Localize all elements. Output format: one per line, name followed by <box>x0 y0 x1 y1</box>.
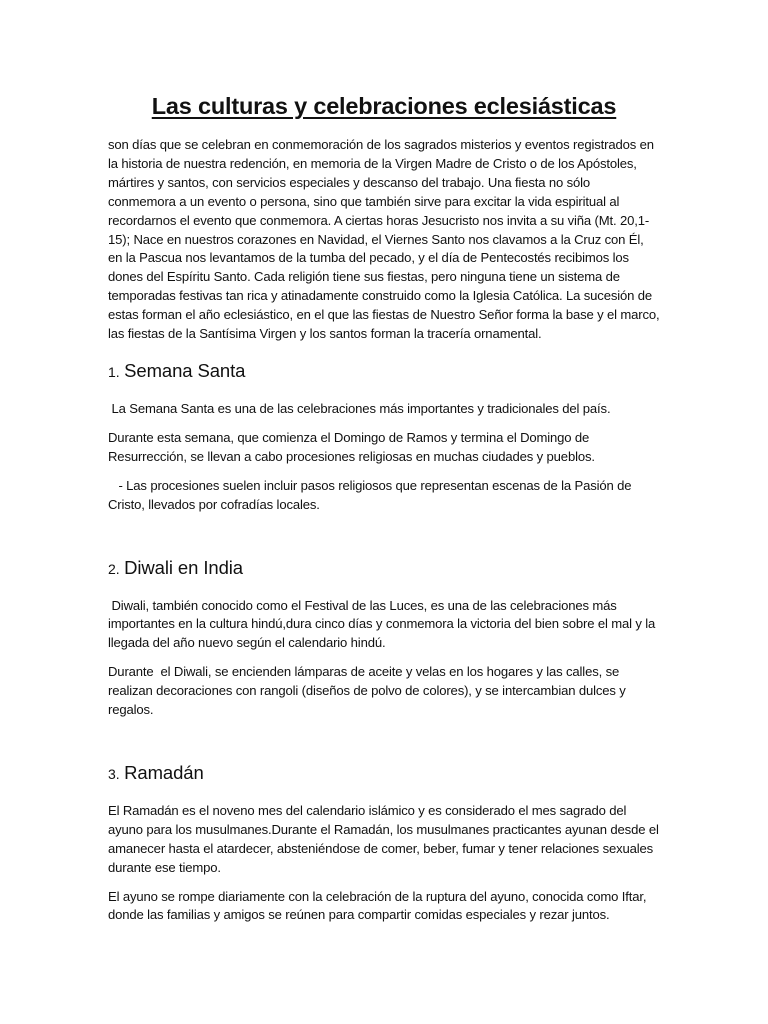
section-semana-santa <box>108 360 660 515</box>
section-heading <box>108 762 660 786</box>
intro-paragraph: son días que se celebran en conmemoración de los sagrados misterios y eventos registrados en la historia de nuestra redención, en memoria de la Virgen Madre de Cristo o de los Apóstoles, mártires y santos, con servicios especiales y descanso del trabajo. Una fiesta no sólo conmemora a un evento o persona, sino que también sirve para excitar la vida espiritual al recordarnos el evento que conmemora. A ciertas horas Jesucristo nos invita a su viña (Mt. 20,1-15); Nace en nuestros corazones en Navidad, el Viernes Santo nos clavamos a la Cruz con Él, en la Pascua nos levantamos de la tumba del pecado, y el día de Pentecostés recibimos los dones del Espíritu Santo. Cada religión tiene sus fiestas, pero ninguna tiene un sistema de temporadas festivas tan rica y atinadamente construido como la Iglesia Católica. La sucesión de estas forman el año eclesiástico, en el que las fiestas de Nuestro Señor forma la base y el marco, las fiestas de la Santísima Virgen y los santos forman la tracería ornamental. <box>108 137 660 342</box>
section-number: 3. <box>108 765 120 782</box>
section-number: 1. <box>108 363 120 380</box>
section-title: Diwali en India <box>124 556 243 578</box>
section-heading <box>108 557 660 581</box>
section-paragraph: - Las procesiones suelen incluir pasos religiosos que representan escenas de la Pasión de Cristo, llevados por cofradías locales. <box>108 477 635 512</box>
section-paragraph: Durante el Diwali, se encienden lámparas de aceite y velas en los hogares y las calles, se realizan decoraciones con rangoli (diseños de polvo de colores), y se intercambian dulces y regalos. <box>108 664 630 718</box>
section-title: Ramadán <box>124 761 204 783</box>
section-paragraph: La Semana Santa es una de las celebraciones más importantes y tradicionales del país. <box>108 400 611 416</box>
section-paragraph: Diwali, también conocido como el Festival de las Luces, es una de las celebraciones más importantes en la cultura hindú,dura cinco días y conmemora la victoria del bien sobre el mal y la llegada del año nuevo según el calendario hindú. <box>108 597 659 651</box>
section-paragraph: El ayuno se rompe diariamente con la celebración de la ruptura del ayuno, conocida como Iftar, donde las familias y amigos se reúnen para compartir comidas especiales y rezar juntos. <box>108 888 647 923</box>
section-title: Semana Santa <box>124 359 246 381</box>
section-number: 2. <box>108 560 120 577</box>
document-page <box>108 88 660 925</box>
document-title: Las culturas y celebraciones eclesiásticas <box>151 93 617 119</box>
section-paragraph: El Ramadán es el noveno mes del calendario islámico y es considerado el mes sagrado del ayuno para los musulmanes.Durante el Ramadán, los musulmanes practicantes ayunan desde el amanecer hasta el atardecer, absteniéndose de comer, beber, fumar y tener relaciones sexuales durante ese tiempo. <box>108 802 659 875</box>
section-heading <box>108 360 660 384</box>
section-ramadan <box>108 762 660 925</box>
section-paragraph: Durante esta semana, que comienza el Domingo de Ramos y termina el Domingo de Resurrección, se llevan a cabo procesiones religiosas en muchas ciudades y pueblos. <box>108 429 595 464</box>
section-diwali <box>108 557 660 720</box>
